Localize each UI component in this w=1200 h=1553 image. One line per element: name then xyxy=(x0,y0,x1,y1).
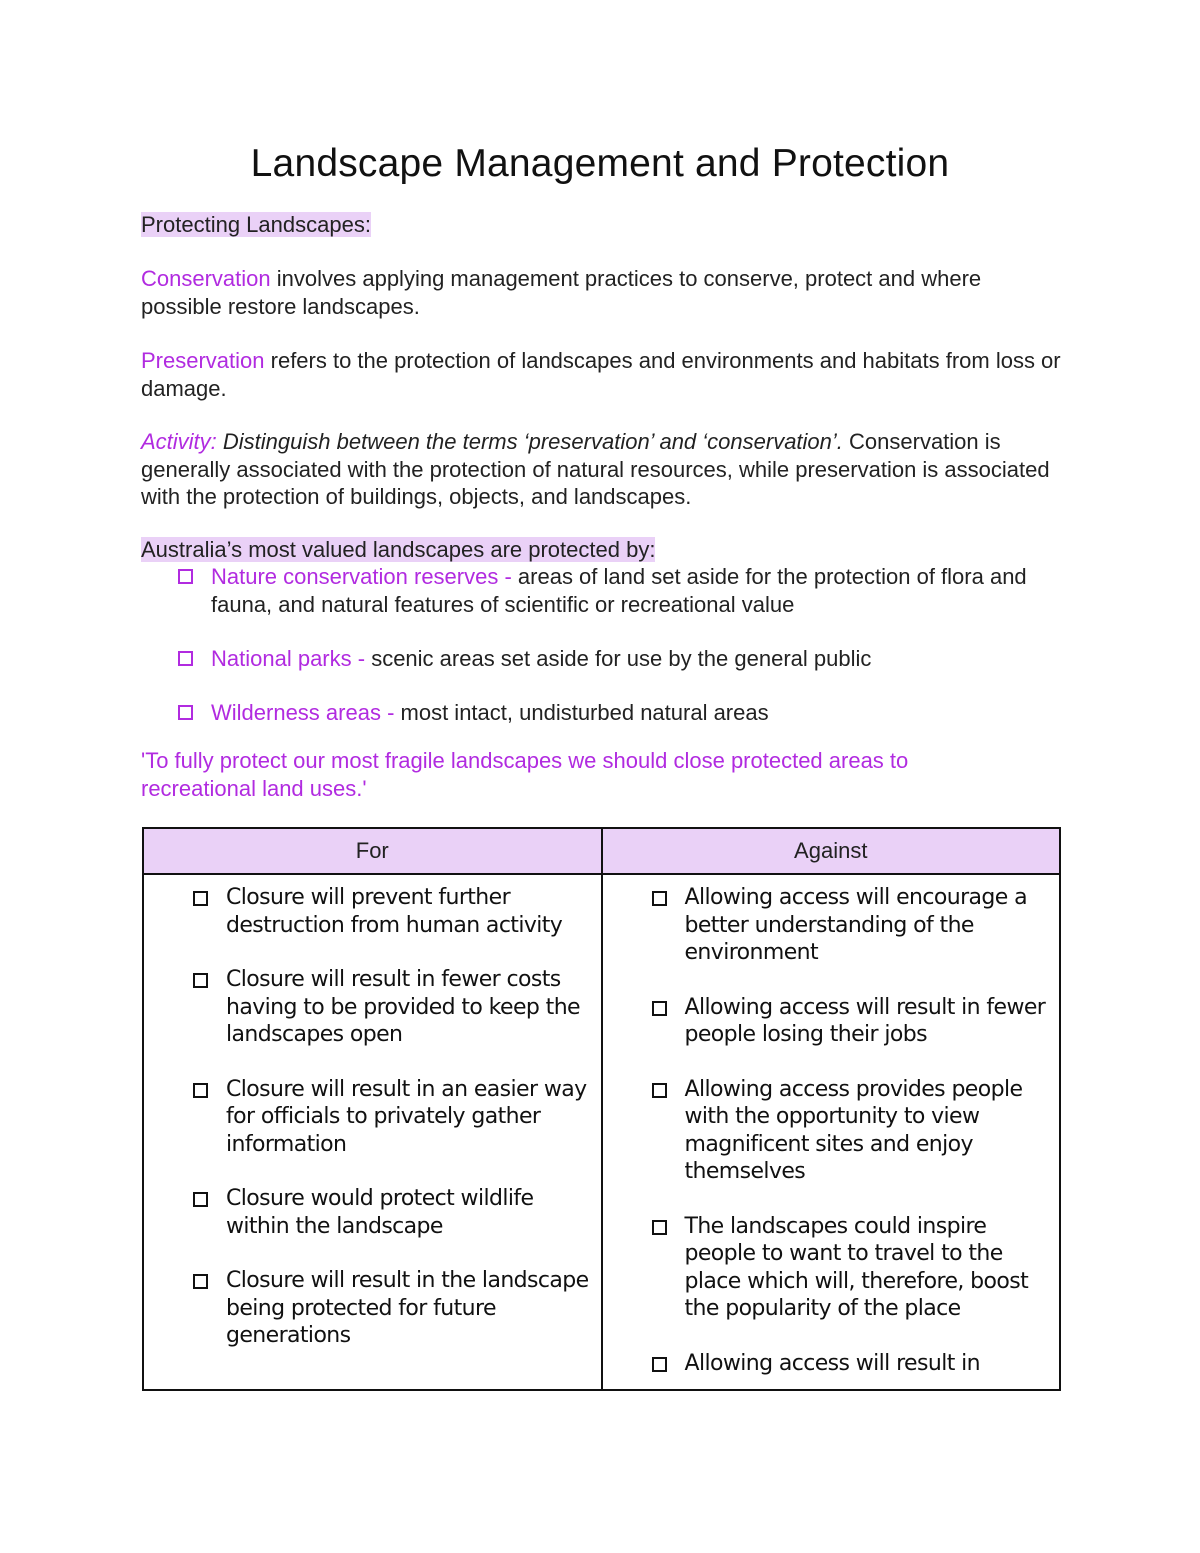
list-item-text: Closure will result in the landscape being protected for future generations xyxy=(226,1268,589,1348)
checkbox-icon[interactable] xyxy=(652,1001,667,1016)
activity-answer: Conservation is generally associated with the protection of natural resources, while preservation is associated with the protection of buildings, objects, and landscapes. xyxy=(141,429,1050,509)
checkbox-icon[interactable] xyxy=(193,973,208,988)
protected-item-text: scenic areas set aside for use by the general public xyxy=(371,646,872,671)
conservation-text: involves applying management practices to conserve, protect and where possible restore landscapes. xyxy=(141,266,982,319)
list-item xyxy=(144,966,601,1049)
page-title: Landscape Management and Protection xyxy=(250,142,950,185)
section-heading-block xyxy=(141,211,1061,239)
list-item xyxy=(603,994,1060,1049)
checkbox-icon[interactable] xyxy=(193,1192,208,1207)
list-item xyxy=(603,884,1060,967)
checkbox-icon[interactable] xyxy=(652,1220,667,1235)
protected-heading-block xyxy=(141,536,1061,564)
checkbox-icon[interactable] xyxy=(652,1083,667,1098)
protected-item-term: Wilderness areas - xyxy=(211,700,401,725)
preservation-paragraph xyxy=(141,347,1061,402)
conservation-term: Conservation xyxy=(141,266,271,291)
activity-label: Activity: xyxy=(141,429,217,454)
list-item xyxy=(603,1213,1060,1323)
list-item xyxy=(144,1076,601,1159)
for-column xyxy=(143,874,602,1390)
list-item-text: Allowing access provides people with the opportunity to view magnificent sites and enjoy themselves xyxy=(684,1076,1023,1184)
protected-item xyxy=(211,645,1061,673)
checkbox-icon[interactable] xyxy=(193,891,208,906)
list-item-text: Closure will result in an easier way for officials to privately gather information xyxy=(226,1076,587,1157)
checkbox-icon[interactable] xyxy=(193,1274,208,1289)
preservation-text: refers to the protection of landscapes and environments and habitats from loss or damage. xyxy=(141,348,1061,401)
list-item-text: Closure would protect wildlife within the landscape xyxy=(226,1186,534,1239)
activity-paragraph xyxy=(141,428,1061,511)
section-heading: Protecting Landscapes: xyxy=(141,212,371,237)
list-item xyxy=(144,1185,601,1240)
checkbox-icon[interactable] xyxy=(178,569,193,584)
header-against: Against xyxy=(602,828,1061,874)
checkbox-icon[interactable] xyxy=(178,651,193,666)
list-item xyxy=(603,1076,1060,1186)
protected-item-text: areas of land set aside for the protection of flora and fauna, and natural features of scientific or recreational value xyxy=(211,564,1027,617)
protected-heading: Australia’s most valued landscapes are protected by: xyxy=(141,537,656,562)
checkbox-icon[interactable] xyxy=(178,705,193,720)
protected-item-text: most intact, undisturbed natural areas xyxy=(400,700,769,725)
activity-prompt: Distinguish between the terms ‘preservation’ and ‘conservation’. xyxy=(216,429,843,454)
protected-item-term: Nature conservation reserves - xyxy=(211,564,518,589)
debate-quote: 'To fully protect our most fragile landscapes we should close protected areas to recreational land uses.' xyxy=(141,748,909,801)
conservation-paragraph xyxy=(141,265,1061,320)
checkbox-icon[interactable] xyxy=(652,891,667,906)
protected-item xyxy=(211,699,1061,727)
list-item xyxy=(603,1350,1060,1378)
list-item-text: Closure will result in fewer costs having to be provided to keep the landscapes open xyxy=(226,967,580,1047)
header-for: For xyxy=(143,828,602,874)
list-item-text: Allowing access will result in xyxy=(684,1350,980,1376)
list-item-text: Closure will prevent further destruction from human activity xyxy=(226,885,563,938)
protected-item-term: National parks - xyxy=(211,646,372,671)
checkbox-icon[interactable] xyxy=(193,1083,208,1098)
for-against-table xyxy=(142,827,1061,1391)
list-item-text: The landscapes could inspire people to want to travel to the place which will, therefore, boost the popularity of the place xyxy=(684,1213,1029,1321)
against-column xyxy=(602,874,1061,1390)
checkbox-icon[interactable] xyxy=(652,1357,667,1372)
list-item xyxy=(144,884,601,939)
preservation-term: Preservation xyxy=(141,348,265,373)
protected-item xyxy=(211,563,1061,618)
list-item-text: Allowing access will result in fewer people losing their jobs xyxy=(684,994,1046,1047)
list-item xyxy=(144,1267,601,1350)
list-item-text: Allowing access will encourage a better understanding of the environment xyxy=(684,885,1027,965)
